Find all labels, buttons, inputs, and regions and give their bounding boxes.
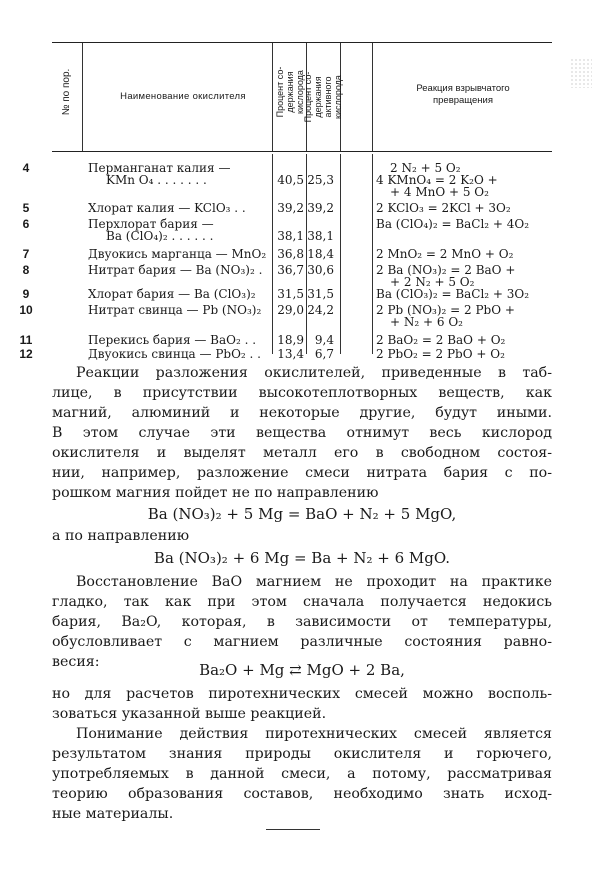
end-rule (266, 829, 320, 830)
reaction-line: 4 KMnO₄ = 2 K₂O + (376, 173, 498, 187)
oxidizer-name (88, 162, 268, 186)
column-divider (372, 154, 373, 354)
equation-2: Ba (NO₃)₂ + 6 Mg = Ba + N₂ + 6 MgO. (153, 549, 451, 567)
active-oxygen-percent: 30,6 (307, 263, 334, 277)
header-reaction: Реакция взрывчатого превращения (416, 83, 510, 106)
reaction-equation (376, 202, 556, 214)
oxidizer-name (88, 264, 268, 276)
column-divider (372, 43, 373, 151)
reaction-line: Ba (ClO₄)₂ = BaCl₂ + 4O₂ (376, 217, 530, 231)
oxidizer-name-line: Двуокись свинца — PbO₂ . . (88, 347, 261, 361)
header-number: № по пор. (61, 68, 72, 116)
reaction-equation (376, 334, 556, 346)
oxidizer-name-line: Нитрат бария — Ba (NO₃)₂ . (88, 263, 263, 277)
text-line: магний, алюминий и некоторые другие, будут иными. (52, 405, 552, 421)
oxygen-percent: 31,5 (277, 287, 304, 301)
reaction-line: 2 MnO₂ = 2 MnO + O₂ (376, 247, 514, 261)
oxygen-percent: 36,8 (277, 247, 304, 261)
active-oxygen-percent: 6,7 (314, 347, 334, 361)
text-between: а по направлению (52, 528, 190, 544)
text-line: результатом знания природы окислителя и горючего, (52, 746, 552, 762)
reaction-equation (376, 264, 556, 288)
oxidizer-name (88, 248, 268, 260)
column-divider (82, 43, 83, 151)
row-number: 6 (22, 217, 30, 231)
text-line: В этом случае эти вещества отнимут весь кислород (52, 425, 552, 441)
reaction-line: 2 N₂ + 5 O₂ (390, 161, 461, 175)
text-line: употребляемых в данной смеси, а потому, рассматривая (52, 766, 552, 782)
text-line: нии, например, разложение смеси нитрата бария с по- (52, 465, 552, 481)
row-number: 7 (22, 247, 30, 261)
text-line: обусловливает с магнием различные состояния равно- (52, 634, 552, 650)
reaction-line: + N₂ + 6 O₂ (390, 315, 463, 329)
oxidizer-name-line: Хлорат бария — Ba (ClO₃)₂ (88, 287, 256, 301)
paragraph-3 (52, 684, 552, 724)
oxidizer-name (88, 202, 268, 214)
text-line: рошком магния пойдет не по направлению (52, 485, 379, 501)
text-line: бария, Ba₂O, которая, в зависимости от температуры, (52, 614, 552, 630)
active-oxygen-percent: 9,4 (314, 333, 334, 347)
oxidizer-name-line: Нитрат свинца — Pb (NO₃)₂ (88, 303, 262, 317)
text-line: теорию образования составов, необходимо знать исход- (52, 786, 552, 802)
row-number: 10 (19, 303, 33, 317)
oxygen-percent: 36,7 (277, 263, 304, 277)
equation-3: Ba₂O + Mg ⇄ MgO + 2 Ba, (199, 661, 405, 679)
row-number: 9 (22, 287, 30, 301)
oxidizer-name-line: Перекись бария — BaO₂ . . (88, 333, 257, 347)
table-header (52, 42, 552, 152)
row-number: 11 (19, 333, 33, 347)
active-oxygen-percent: 24,2 (307, 303, 334, 317)
reaction-line: 2 KClO₃ = 2KCl + 3O₂ (376, 201, 511, 215)
text-line: Реакции разложения окислителей, приведенные в таб- (76, 365, 552, 381)
oxidizer-name-line: Перманганат калия — (88, 161, 231, 175)
text-line: Восстановление BaO магнием не проходит на практике (76, 574, 552, 590)
equation-1: Ba (NO₃)₂ + 5 Mg = BaO + N₂ + 5 MgO, (147, 505, 457, 523)
paragraph-1 (52, 363, 552, 503)
reaction-line: 2 BaO₂ = 2 BaO + O₂ (376, 333, 506, 347)
row-number: 4 (22, 161, 30, 175)
reaction-line: Ba (ClO₃)₂ = BaCl₂ + 3O₂ (376, 287, 530, 301)
text-line: гладко, так как при этом сначала получается недокись (52, 594, 552, 610)
reaction-line: 2 Ba (NO₃)₂ = 2 BaO + (376, 263, 516, 277)
oxidizer-name-line: Двуокись марганца — MnO₂ (88, 247, 267, 261)
oxidizer-name-line: Хлорат калия — KClO₃ . . (88, 201, 246, 215)
oxygen-percent: 13,4 (277, 347, 304, 361)
active-oxygen-percent: 39,2 (307, 201, 334, 215)
oxidizer-name-line: Перхлорат бария — (88, 217, 214, 231)
oxygen-percent: 40,5 (277, 173, 304, 187)
oxidizer-formula-line: Ba (ClO₄)₂ . . . . . . (106, 229, 214, 243)
reaction-line: 2 PbO₂ = 2 PbO + O₂ (376, 347, 505, 361)
row-number: 8 (22, 263, 30, 277)
oxidizer-name (88, 218, 268, 242)
table-body (19, 154, 552, 361)
header-active-oxygen-percent: Процент со- держания активного кислорода (303, 71, 343, 123)
active-oxygen-percent: 38,1 (307, 229, 334, 243)
oxidizer-name (88, 348, 268, 360)
paper-speckle (570, 58, 592, 88)
oxidizer-name (88, 334, 268, 346)
row-number: 5 (22, 201, 30, 215)
text-line: но для расчетов пиротехнических смесей можно восполь- (52, 686, 552, 702)
oxidizer-name (88, 288, 268, 300)
reaction-line: + 4 MnO + 5 O₂ (390, 185, 489, 199)
oxygen-percent: 38,1 (277, 229, 304, 243)
oxygen-percent: 39,2 (277, 201, 304, 215)
reaction-equation (376, 162, 556, 198)
reaction-equation (376, 248, 556, 260)
oxidizer-name (88, 304, 268, 316)
text-line: ные материалы. (52, 806, 174, 822)
oxidizers-table (19, 42, 552, 361)
column-divider (340, 154, 341, 354)
column-divider (272, 154, 273, 354)
reaction-equation (376, 218, 556, 230)
reaction-equation (376, 304, 556, 328)
text-line: Понимание действия пиротехнических смесей является (76, 726, 552, 742)
reaction-line: 2 Pb (NO₃)₂ = 2 PbO + (376, 303, 515, 317)
reaction-equation (376, 348, 556, 360)
header-oxidizer-name: Наименование окислителя (120, 91, 246, 102)
text-line: зоваться указанной выше реакцией. (52, 706, 327, 722)
reaction-equation (376, 288, 556, 300)
reaction-line: + 2 N₂ + 5 O₂ (390, 275, 475, 289)
text-line: лице, в присутствии высокотеплотворных веществ, как (52, 385, 552, 401)
text-line: весия: (52, 654, 100, 670)
active-oxygen-percent: 31,5 (307, 287, 334, 301)
active-oxygen-percent: 25,3 (307, 173, 334, 187)
paragraph-2 (52, 572, 552, 672)
oxygen-percent: 18,9 (277, 333, 304, 347)
paragraph-4 (52, 724, 552, 824)
active-oxygen-percent: 18,4 (307, 247, 334, 261)
oxidizer-formula-line: KMn O₄ . . . . . . . (106, 173, 207, 187)
oxygen-percent: 29,0 (277, 303, 304, 317)
row-number: 12 (19, 347, 33, 361)
text-line: окислителя и выделят металл его в свободном состоя- (52, 445, 552, 461)
header-oxygen-percent: Процент со- держания кислорода (275, 66, 305, 118)
